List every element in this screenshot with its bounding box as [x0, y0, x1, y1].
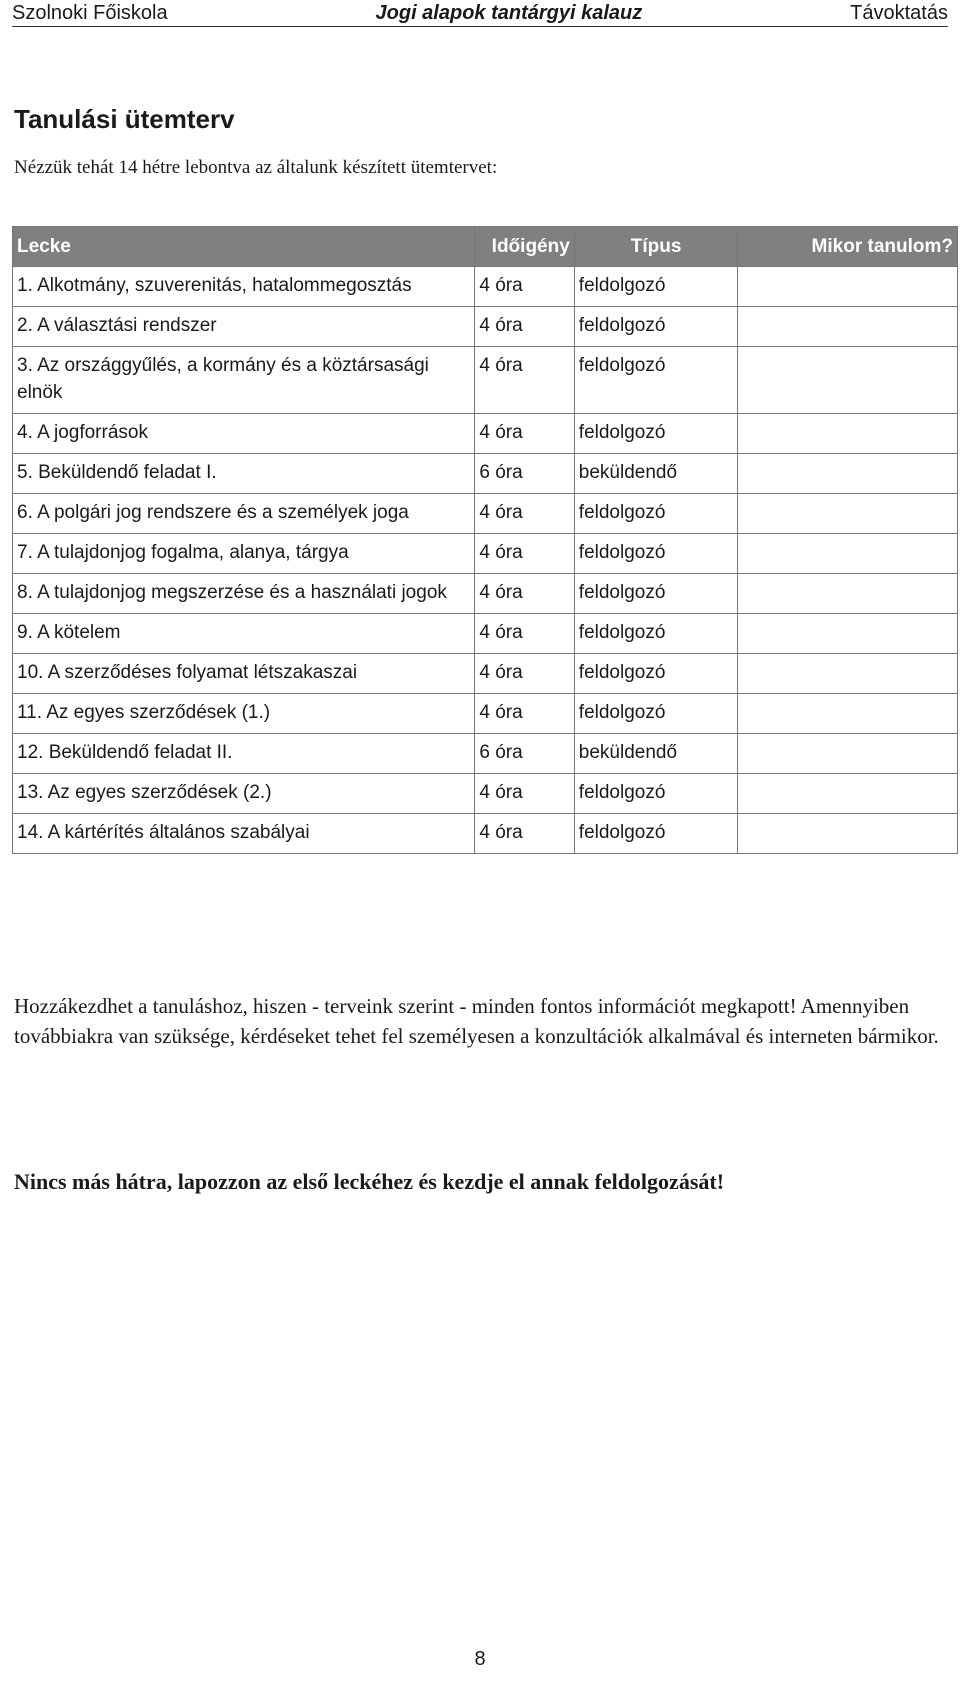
type-cell: feldolgozó — [574, 574, 738, 614]
lesson-cell: 7. A tulajdonjog fogalma, alanya, tárgya — [13, 534, 475, 574]
lesson-cell: 14. A kártérítés általános szabályai — [13, 814, 475, 854]
when-cell — [738, 347, 958, 414]
table-row — [13, 267, 958, 307]
type-cell: beküldendő — [574, 734, 738, 774]
table-row — [13, 734, 958, 774]
closing-paragraph: Hozzákezdhet a tanuláshoz, hiszen - terveink szerint - minden fontos információt megkapott! Amennyiben továbbiakra van szüksége, kérdéseket tehet fel személyesen a konzultációk alkalmával és interneten bármikor. — [14, 994, 939, 1048]
call-to-action: Nincs más hátra, lapozzon az első leckéhez és kezdje el annak feldolgozását! — [14, 1169, 725, 1194]
table-row — [13, 694, 958, 734]
type-cell: feldolgozó — [574, 494, 738, 534]
intro-text: Nézzük tehát 14 hétre lebontva az általunk készített ütemtervet: — [14, 157, 498, 178]
table-row — [13, 307, 958, 347]
when-cell — [738, 494, 958, 534]
type-cell: feldolgozó — [574, 814, 738, 854]
table-body — [13, 267, 958, 854]
type-cell: feldolgozó — [574, 614, 738, 654]
type-cell: feldolgozó — [574, 307, 738, 347]
when-cell — [738, 694, 958, 734]
lesson-cell: 4. A jogforrások — [13, 414, 475, 454]
type-cell: feldolgozó — [574, 414, 738, 454]
type-cell: beküldendő — [574, 454, 738, 494]
table-row — [13, 614, 958, 654]
time-cell: 6 óra — [475, 734, 574, 774]
time-cell: 4 óra — [475, 774, 574, 814]
column-header-type: Típus — [574, 227, 738, 267]
lesson-cell: 9. A kötelem — [13, 614, 475, 654]
type-cell: feldolgozó — [574, 347, 738, 414]
lesson-cell: 3. Az országgyűlés, a kormány és a köztársasági elnök — [13, 347, 475, 414]
time-cell: 4 óra — [475, 494, 574, 534]
table-header-row — [13, 227, 958, 267]
when-cell — [738, 814, 958, 854]
time-cell: 4 óra — [475, 307, 574, 347]
header-program: Távoktatás — [850, 1, 948, 24]
time-cell: 4 óra — [475, 814, 574, 854]
study-schedule-table — [12, 226, 958, 854]
type-cell: feldolgozó — [574, 267, 738, 307]
time-cell: 4 óra — [475, 614, 574, 654]
when-cell — [738, 654, 958, 694]
lesson-cell: 10. A szerződéses folyamat létszakaszai — [13, 654, 475, 694]
time-cell: 4 óra — [475, 574, 574, 614]
lesson-cell: 1. Alkotmány, szuverenitás, hatalommegosztás — [13, 267, 475, 307]
time-cell: 4 óra — [475, 654, 574, 694]
time-cell: 4 óra — [475, 534, 574, 574]
page-number: 8 — [474, 1648, 486, 1670]
when-cell — [738, 534, 958, 574]
when-cell — [738, 307, 958, 347]
table-row — [13, 494, 958, 534]
table-row — [13, 814, 958, 854]
table-row — [13, 574, 958, 614]
type-cell: feldolgozó — [574, 774, 738, 814]
when-cell — [738, 734, 958, 774]
when-cell — [738, 614, 958, 654]
when-cell — [738, 774, 958, 814]
lesson-cell: 12. Beküldendő feladat II. — [13, 734, 475, 774]
lesson-cell: 6. A polgári jog rendszere és a személyek joga — [13, 494, 475, 534]
lesson-cell: 11. Az egyes szerződések (1.) — [13, 694, 475, 734]
table-row — [13, 454, 958, 494]
header-course-title: Jogi alapok tantárgyi kalauz — [375, 1, 643, 24]
type-cell: feldolgozó — [574, 534, 738, 574]
table-row — [13, 347, 958, 414]
column-header-lesson: Lecke — [13, 227, 475, 267]
when-cell — [738, 414, 958, 454]
lesson-cell: 8. A tulajdonjog megszerzése és a használati jogok — [13, 574, 475, 614]
table-row — [13, 534, 958, 574]
table-row — [13, 654, 958, 694]
time-cell: 4 óra — [475, 694, 574, 734]
time-cell: 4 óra — [475, 414, 574, 454]
table-row — [13, 774, 958, 814]
lesson-cell: 13. Az egyes szerződések (2.) — [13, 774, 475, 814]
time-cell: 4 óra — [475, 267, 574, 307]
lesson-cell: 2. A választási rendszer — [13, 307, 475, 347]
page-header — [12, 0, 948, 27]
type-cell: feldolgozó — [574, 694, 738, 734]
when-cell — [738, 454, 958, 494]
page-title: Tanulási ütemterv — [14, 104, 235, 134]
when-cell — [738, 267, 958, 307]
time-cell: 4 óra — [475, 347, 574, 414]
lesson-cell: 5. Beküldendő feladat I. — [13, 454, 475, 494]
column-header-time: Időigény — [475, 227, 574, 267]
column-header-when: Mikor tanulom? — [738, 227, 958, 267]
type-cell: feldolgozó — [574, 654, 738, 694]
when-cell — [738, 574, 958, 614]
header-institution: Szolnoki Főiskola — [12, 1, 168, 24]
table-row — [13, 414, 958, 454]
time-cell: 6 óra — [475, 454, 574, 494]
